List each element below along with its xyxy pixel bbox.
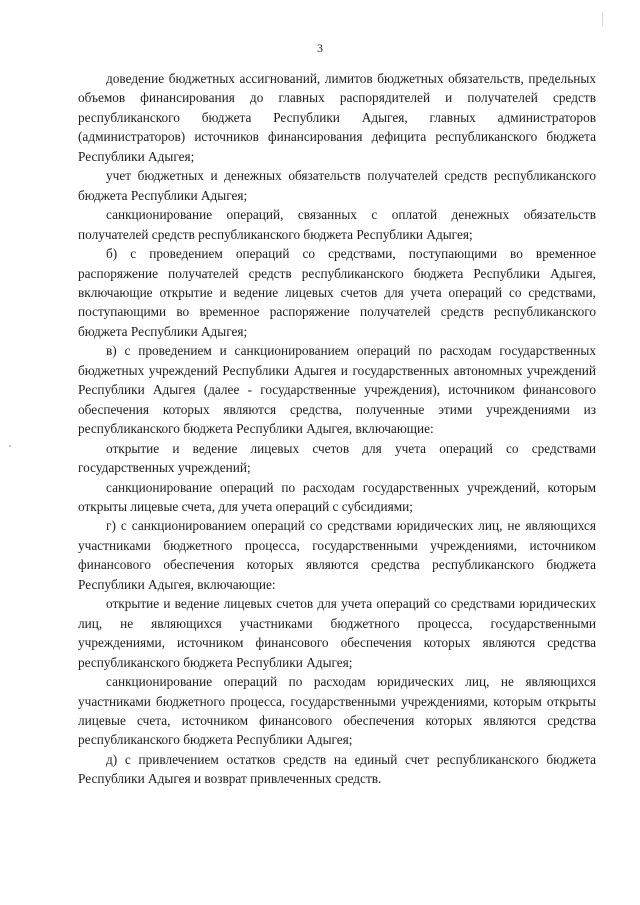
paragraph-item-b: б) с проведением операций со средствами, поступающими во временное распоряжение получателей средств республиканского бюджета Республики Адыгея, включающие открытие и ведение лицевых счетов для учета операций со средствами, поступающими во временное распоряжение получателей средств республиканского бюджета Республики Адыгея; (78, 246, 596, 339)
scan-artifact-dot (9, 445, 11, 447)
document-body (78, 69, 596, 789)
paragraph-payment-authorization: санкционирование операций, связанных с оплатой денежных обязательств получателей средств республиканского бюджета Республики Адыгея; (78, 207, 596, 242)
scan-artifact-mark (602, 12, 603, 26)
paragraph-budget-allocations: доведение бюджетных ассигнований, лимитов бюджетных обязательств, предельных объемов финансирования до главных распорядителей и получателей средств республиканского бюджета Республики Адыгея, главных администраторов (администраторов) источников финансирования дефицита республиканского бюджета Республики Адыгея; (78, 71, 596, 164)
paragraph-legal-entity-authorization: санкционирование операций по расходам юридических лиц, не являющихся участниками бюджетного процесса, государственными учреждениями, которым открыты лицевые счета, источником финансового обеспечения которых являются средства республиканского бюджета Республики Адыгея; (78, 674, 596, 748)
paragraph-item-v: в) с проведением и санкционированием операций по расходам государственных бюджетных учреждений Республики Адыгея и государственных автономных учреждений Республики Адыгея (далее - государственные учреждения), источником финансового обеспечения которых являются средства, полученные этими учреждениями из республиканского бюджета Республики Адыгея, включающие: (78, 343, 596, 437)
paragraph-legal-entity-accounts: открытие и ведение лицевых счетов для учета операций со средствами юридических лиц, не являющихся участниками бюджетного процесса, государственными учреждениями, источником финансового обеспечения которых являются средства республиканского бюджета Республики Адыгея; (78, 596, 596, 670)
paragraph-item-g: г) с санкционированием операций со средствами юридических лиц, не являющихся участниками бюджетного процесса, государственными учреждениями, источником финансового обеспечения которых являются средства республиканского бюджета Республики Адыгея, включающие: (78, 518, 596, 592)
paragraph-item-d: д) с привлечением остатков средств на единый счет республиканского бюджета Республики Адыгея и возврат привлеченных средств. (78, 751, 596, 787)
paragraph-institution-authorization: санкционирование операций по расходам государственных учреждений, которым открыты лицевые счета, для учета операций с субсидиями; (78, 479, 596, 514)
paragraph-institution-accounts: открытие и ведение лицевых счетов для учета операций со средствами государственных учреждений; (78, 440, 596, 476)
page-number: 3 (317, 41, 323, 55)
paragraph-obligations-accounting: учет бюджетных и денежных обязательств получателей средств республиканского бюджета Республики Адыгея; (78, 168, 596, 203)
